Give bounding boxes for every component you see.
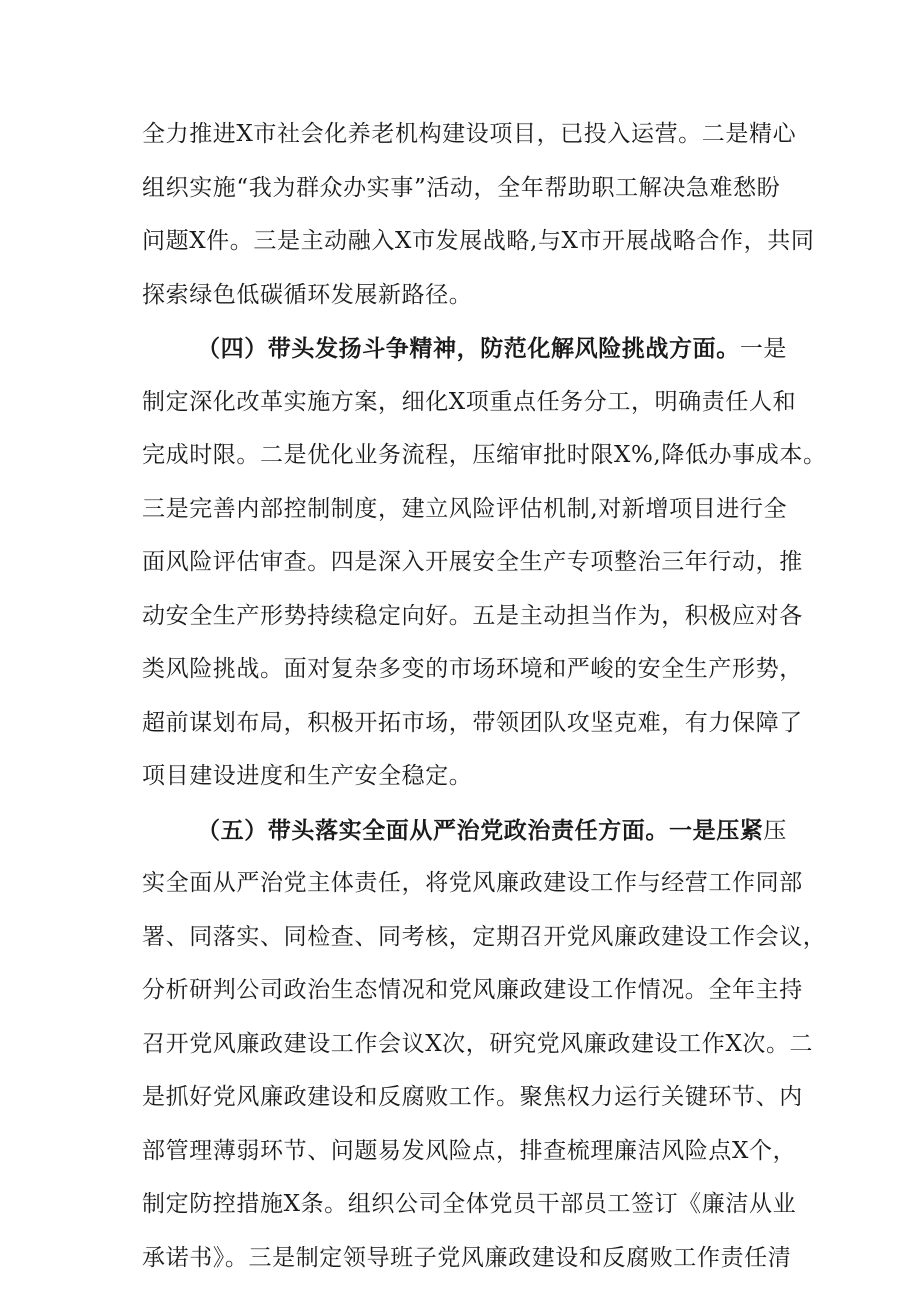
document-body xyxy=(142,108,827,1285)
text-line: 类风险挑战。面对复杂多变的市场环境和严峻的安全生产形势， xyxy=(142,656,803,682)
text-run: 压 xyxy=(763,817,788,844)
text-line: 制定深化改革实施方案，细化X项重点任务分工，明确责任人和 xyxy=(142,388,797,415)
text-line: 组织实施“我为群众办实事”活动，全年帮助职工解决急难愁盼 xyxy=(142,174,781,201)
text-line: 探索绿色低碳循环发展新路径。 xyxy=(142,281,473,308)
text-line: 召开党风廉政建设工作会议X次，研究党风廉政建设工作X次。二 xyxy=(142,1030,814,1057)
text-line: 承诺书》。三是制定领导班子党风廉政建设和反腐败工作责任清 xyxy=(142,1244,792,1271)
section-heading-4: （四）带头发扬斗争精神，防范化解风险挑战方面。 xyxy=(197,335,740,362)
text-line: 实全面从严治党主体责任，将党风廉政建设工作与经营工作同部 xyxy=(142,870,803,896)
section-heading-line xyxy=(142,322,802,376)
text-line: 署、同落实、同检查、同考核，定期召开党风廉政建设工作会议， xyxy=(142,923,827,950)
text-line: 是抓好党风廉政建设和反腐败工作。聚焦权力运行关键环节、内 xyxy=(142,1084,803,1110)
text-line: 动安全生产形势持续稳定向好。五是主动担当作为，积极应对各 xyxy=(142,602,803,629)
section-heading-5: （五）带头落实全面从严治党政治责任方面。一是压紧 xyxy=(197,816,764,844)
text-line: 全力推进X市社会化养老机构建设项目，已投入运营。二是精心 xyxy=(142,121,797,147)
text-run: 一是 xyxy=(739,336,788,362)
text-line: 面风险评估审查。四是深入开展安全生产专项整治三年行动，推 xyxy=(142,549,803,575)
text-line: 问题X件。三是主动融入X市发展战略,与X市开展战略合作，共同 xyxy=(142,228,815,254)
text-line: 部管理薄弱环节、问题易发风险点，排查梳理廉洁风险点X个， xyxy=(142,1137,797,1164)
text-line: 三是完善内部控制制度，建立风险评估机制,对新增项目进行全 xyxy=(142,495,788,522)
text-line: 完成时限。二是优化业务流程，压缩审批时限X%,降低办事成本。 xyxy=(142,442,827,468)
text-line: 项目建设进度和生产安全稳定。 xyxy=(142,763,473,789)
section-heading-line xyxy=(142,804,802,858)
text-line: 超前谋划布局，积极开拓市场，带领团队攻坚克难，有力保障了 xyxy=(142,709,803,736)
text-line: 制定防控措施X条。组织公司全体党员干部员工签订《廉洁从业 xyxy=(142,1191,797,1217)
text-line: 分析研判公司政治生态情况和党风廉政建设工作情况。全年主持 xyxy=(142,977,803,1003)
